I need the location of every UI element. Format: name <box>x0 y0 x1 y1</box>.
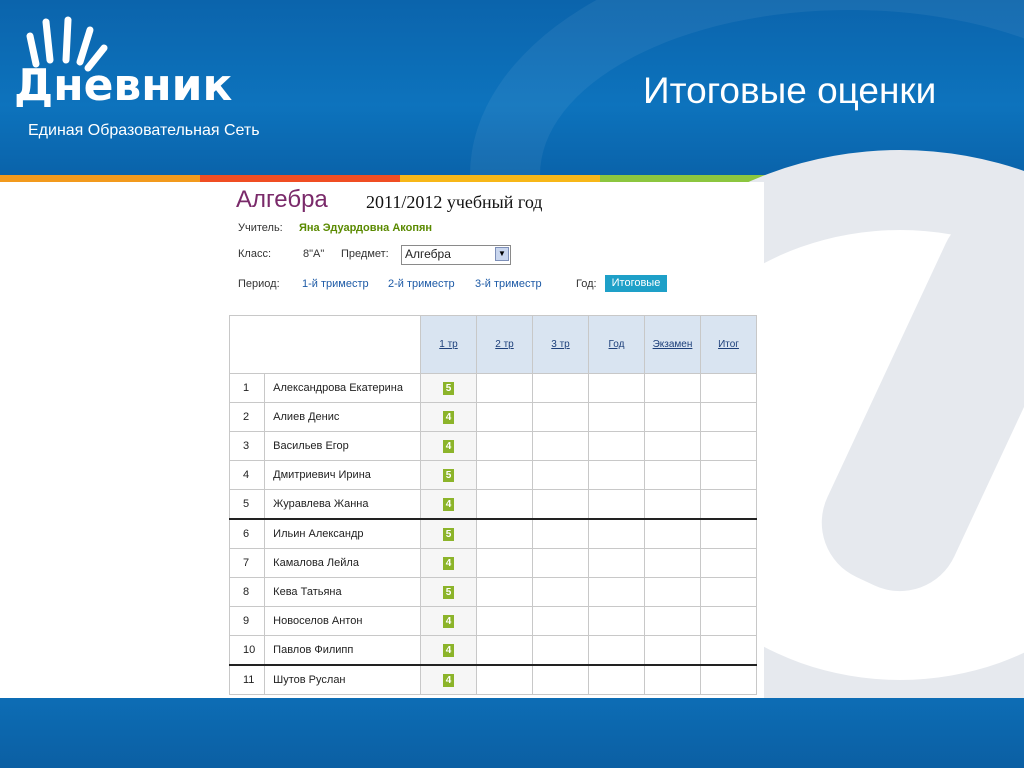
grade-cell-empty[interactable] <box>533 461 589 490</box>
slide-footer <box>0 698 1024 768</box>
grade-cell-empty[interactable] <box>589 490 645 520</box>
subject-title: Алгебра <box>236 186 328 213</box>
table-row <box>230 403 757 432</box>
student-name[interactable]: Кева Татьяна <box>265 578 421 607</box>
column-header-3tr[interactable]: 3 тр <box>533 316 589 374</box>
grade-badge: 4 <box>443 674 454 687</box>
student-name[interactable]: Павлов Филипп <box>265 636 421 666</box>
grade-badge: 4 <box>443 411 454 424</box>
table-row <box>230 549 757 578</box>
chevron-down-icon[interactable]: ▼ <box>495 247 509 261</box>
grade-cell-empty[interactable] <box>533 578 589 607</box>
grade-badge: 4 <box>443 440 454 453</box>
grade-cell-empty[interactable] <box>701 461 757 490</box>
grade-cell-empty[interactable] <box>701 403 757 432</box>
class-value: 8"А" <box>303 248 325 260</box>
teacher-label: Учитель: <box>238 222 283 234</box>
column-header-2tr[interactable]: 2 тр <box>477 316 533 374</box>
row-number: 4 <box>230 461 265 490</box>
grade-badge: 5 <box>443 528 454 541</box>
student-name[interactable]: Журавлева Жанна <box>265 490 421 520</box>
subject-select[interactable] <box>401 245 511 265</box>
grade-cell-empty[interactable] <box>701 607 757 636</box>
grade-cell[interactable] <box>421 374 477 403</box>
grade-cell-empty[interactable] <box>645 578 701 607</box>
grade-cell-empty[interactable] <box>533 374 589 403</box>
grade-cell-empty[interactable] <box>477 374 533 403</box>
grade-cell-empty[interactable] <box>701 636 757 666</box>
student-name[interactable]: Алиев Денис <box>265 403 421 432</box>
student-name[interactable]: Камалова Лейла <box>265 549 421 578</box>
grade-cell-empty[interactable] <box>645 403 701 432</box>
grade-cell-empty[interactable] <box>533 665 589 695</box>
grade-cell[interactable] <box>421 607 477 636</box>
grade-cell-empty[interactable] <box>701 432 757 461</box>
grade-cell[interactable] <box>421 519 477 549</box>
grade-cell-empty[interactable] <box>533 519 589 549</box>
grade-cell-empty[interactable] <box>533 636 589 666</box>
grade-cell[interactable] <box>421 403 477 432</box>
grade-badge: 5 <box>443 382 454 395</box>
grade-cell-empty[interactable] <box>533 432 589 461</box>
grade-cell-empty[interactable] <box>645 636 701 666</box>
school-year: 2011/2012 учебный год <box>366 192 543 212</box>
grade-cell-empty[interactable] <box>477 665 533 695</box>
grade-cell-empty[interactable] <box>701 578 757 607</box>
table-row <box>230 636 757 666</box>
grade-cell-empty[interactable] <box>645 490 701 520</box>
logo-wordmark: Дневник <box>14 60 233 111</box>
row-number: 8 <box>230 578 265 607</box>
table-row <box>230 665 757 695</box>
row-number: 11 <box>230 665 265 695</box>
grade-cell[interactable] <box>421 578 477 607</box>
grade-badge: 5 <box>443 586 454 599</box>
grade-cell-empty[interactable] <box>645 549 701 578</box>
grade-cell-empty[interactable] <box>589 461 645 490</box>
column-header-final[interactable]: Итог <box>701 316 757 374</box>
grade-cell-empty[interactable] <box>589 636 645 666</box>
grade-cell-empty[interactable] <box>477 432 533 461</box>
subject-select-value: Алгебра <box>405 247 451 261</box>
period-label: Период: <box>238 278 280 290</box>
grade-badge: 5 <box>443 469 454 482</box>
slide-title: Итоговые оценки <box>643 70 937 111</box>
table-row <box>230 578 757 607</box>
table-row <box>230 374 757 403</box>
student-name[interactable]: Васильев Егор <box>265 432 421 461</box>
table-row <box>230 519 757 549</box>
grade-cell-empty[interactable] <box>589 519 645 549</box>
grade-cell[interactable] <box>421 665 477 695</box>
row-number: 3 <box>230 432 265 461</box>
grade-cell-empty[interactable] <box>645 665 701 695</box>
grade-cell[interactable] <box>421 490 477 520</box>
grade-cell-empty[interactable] <box>701 549 757 578</box>
student-name[interactable]: Дмитриевич Ирина <box>265 461 421 490</box>
grade-cell-empty[interactable] <box>589 607 645 636</box>
row-number: 7 <box>230 549 265 578</box>
grade-badge: 4 <box>443 615 454 628</box>
grade-cell-empty[interactable] <box>533 549 589 578</box>
grade-cell-empty[interactable] <box>477 490 533 520</box>
table-row <box>230 607 757 636</box>
row-number: 2 <box>230 403 265 432</box>
row-number: 9 <box>230 607 265 636</box>
grade-badge: 4 <box>443 498 454 511</box>
row-number: 1 <box>230 374 265 403</box>
table-header-row <box>230 316 757 374</box>
grade-cell-empty[interactable] <box>589 374 645 403</box>
grade-cell[interactable] <box>421 461 477 490</box>
teacher-name: Яна Эдуардовна Акопян <box>299 222 433 234</box>
grade-cell[interactable] <box>421 432 477 461</box>
grade-cell-empty[interactable] <box>589 432 645 461</box>
journal-panel <box>228 182 764 698</box>
period-link-1[interactable]: 1-й триместр <box>302 278 369 290</box>
table-row <box>230 490 757 520</box>
grade-cell-empty[interactable] <box>533 607 589 636</box>
grade-cell[interactable] <box>421 636 477 666</box>
row-number: 10 <box>230 636 265 666</box>
period-active-final[interactable]: Итоговые <box>605 275 667 292</box>
table-row <box>230 461 757 490</box>
grade-cell-empty[interactable] <box>645 374 701 403</box>
student-name[interactable]: Ильин Александр <box>265 519 421 549</box>
grade-cell-empty[interactable] <box>477 549 533 578</box>
grade-cell-empty[interactable] <box>645 519 701 549</box>
grades-table <box>229 315 757 695</box>
grade-cell-empty[interactable] <box>533 490 589 520</box>
grade-cell-empty[interactable] <box>701 519 757 549</box>
grade-cell-empty[interactable] <box>589 578 645 607</box>
grade-cell-empty[interactable] <box>645 607 701 636</box>
grade-cell-empty[interactable] <box>645 461 701 490</box>
grade-badge: 4 <box>443 644 454 657</box>
period-link-3[interactable]: 3-й триместр <box>475 278 542 290</box>
dnevnik-logo <box>14 14 264 139</box>
student-name[interactable]: Шутов Руслан <box>265 665 421 695</box>
table-corner-cell <box>230 316 421 374</box>
grade-cell-empty[interactable] <box>477 461 533 490</box>
grade-cell-empty[interactable] <box>533 403 589 432</box>
grade-cell-empty[interactable] <box>477 578 533 607</box>
row-number: 5 <box>230 490 265 520</box>
grade-cell-empty[interactable] <box>701 490 757 520</box>
grade-cell-empty[interactable] <box>645 432 701 461</box>
slide-header <box>0 0 1024 175</box>
grade-badge: 4 <box>443 557 454 570</box>
table-row <box>230 432 757 461</box>
student-name[interactable]: Александрова Екатерина <box>265 374 421 403</box>
logo-tagline: Единая Образовательная Сеть <box>28 122 260 139</box>
column-header-year[interactable]: Год <box>589 316 645 374</box>
grade-cell-empty[interactable] <box>589 665 645 695</box>
period-link-2[interactable]: 2-й триместр <box>388 278 455 290</box>
grade-cell-empty[interactable] <box>477 519 533 549</box>
grade-cell-empty[interactable] <box>477 607 533 636</box>
grade-cell-empty[interactable] <box>701 374 757 403</box>
column-header-exam[interactable]: Экзамен <box>645 316 701 374</box>
grade-cell-empty[interactable] <box>477 403 533 432</box>
grade-cell-empty[interactable] <box>701 665 757 695</box>
grade-cell-empty[interactable] <box>477 636 533 666</box>
grade-cell-empty[interactable] <box>589 403 645 432</box>
row-number: 6 <box>230 519 265 549</box>
grade-cell-empty[interactable] <box>589 549 645 578</box>
grade-cell[interactable] <box>421 549 477 578</box>
student-name[interactable]: Новоселов Антон <box>265 607 421 636</box>
grades-table-body <box>230 374 757 695</box>
year-label: Год: <box>576 278 597 290</box>
class-label: Класс: <box>238 248 271 260</box>
column-header-1tr[interactable]: 1 тр <box>421 316 477 374</box>
subject-label: Предмет: <box>341 248 389 260</box>
